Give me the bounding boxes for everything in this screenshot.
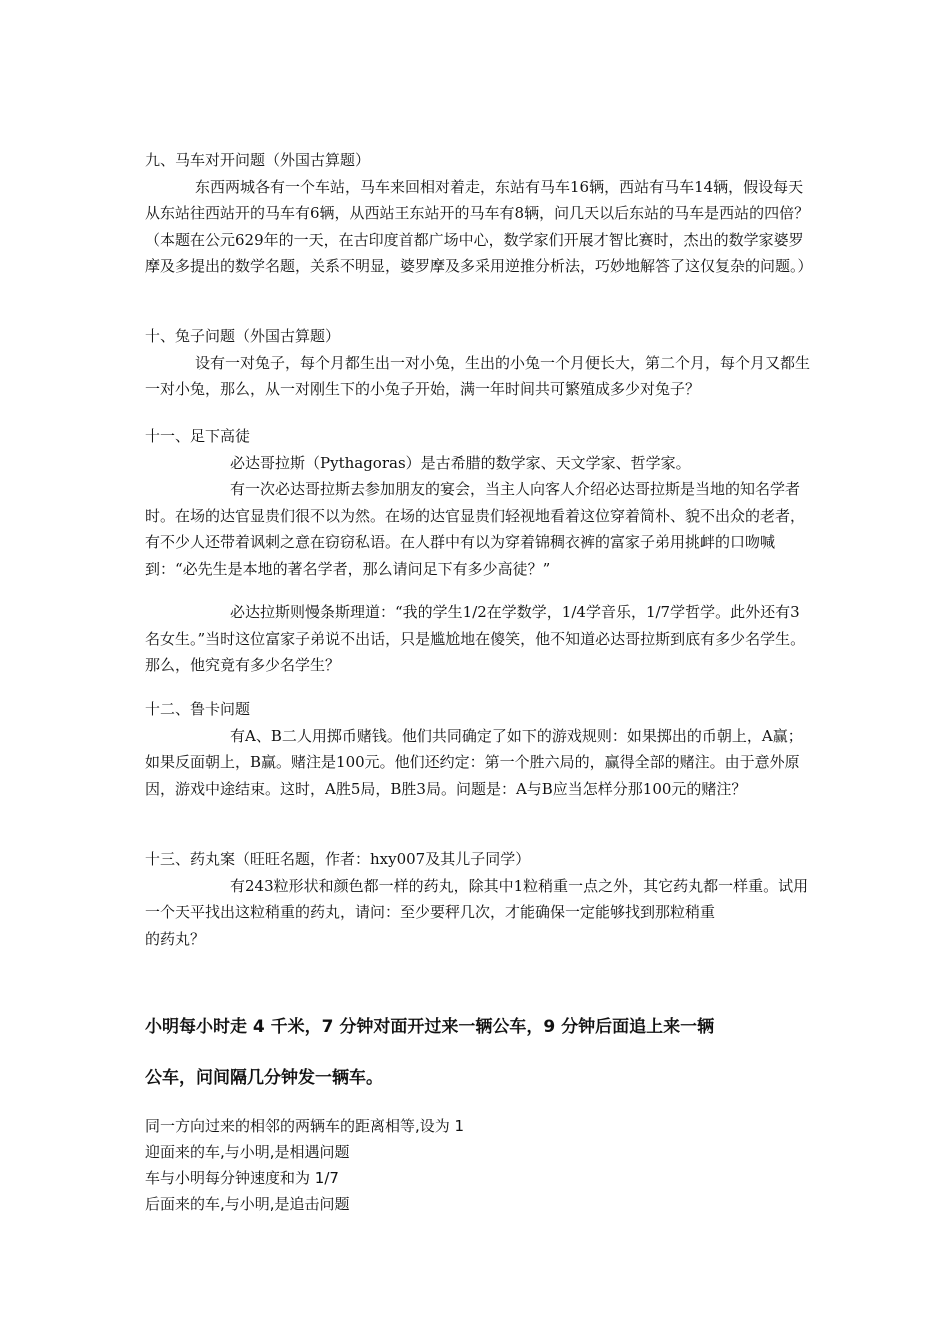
- section-paragraph: 有A、B二人用掷币赌钱。他们共同确定了如下的游戏规则：如果掷出的币朝上，A赢；如果反面朝上，B赢。赌注是100元。他们还约定：第一个胜六局的，赢得全部的赌注。由于意外原因，游戏中途结束。这时，A胜5局，B胜3局。问题是：A与B应当怎样分那100元的赌注？: [145, 726, 803, 798]
- section-pill-case: [145, 846, 810, 952]
- solution-line: 同一方向过来的相邻的两辆车的距离相等,设为 1: [145, 1117, 465, 1135]
- solution-line: 迎面来的车,与小明,是相遇问题: [145, 1143, 350, 1161]
- section-paragraph: 必达哥拉斯（Pythagoras）是古希腊的数学家、天文学家、哲学家。: [230, 453, 691, 472]
- solution-block: [145, 1113, 825, 1217]
- section-rabbits: [145, 323, 810, 403]
- bold-question-line: 公车，问间隔几分钟发一辆车。: [145, 1068, 383, 1088]
- section-paragraph: 东西两城各有一个车站，马车来回相对着走，东站有马车16辆，西站有马车14辆，假设每天从东站往西站开的马车有6辆，从西站王东站开的马车有8辆，问几天以后东站的马车是西站的四倍？（本题在公元629年的一天，在古印度首都广场中心，数学家们开展才智比赛时，杰出的数学家婆罗摩及多提出的数学名题，关系不明显，婆罗摩及多采用逆推分析法，巧妙地解答了这仅复杂的问题。）: [145, 177, 813, 275]
- solution-line: 车与小明每分钟速度和为 1/7: [145, 1169, 339, 1187]
- section-paragraph: 有243粒形状和颜色都一样的药丸，除其中1粒稍重一点之外，其它药丸都一样重。试用一个天平找出这粒稍重的药丸，请问：至少要秤几次，才能确保一定能够找到那粒稍重: [145, 876, 809, 921]
- section-title: 十三、药丸案（旺旺名题，作者：hxy007及其儿子同学）: [145, 850, 531, 868]
- section-title: 十、兔子问题（外国古算题）: [145, 327, 341, 345]
- section-title: 十二、鲁卡问题: [145, 700, 251, 718]
- section-paragraph: 有一次必达哥拉斯去参加朋友的宴会，当主人向客人介绍必达哥拉斯是当地的知名学者时。在场的达官显贵们很不以为然。在场的达官显贵们轻视地看着这位穿着简朴、貌不出众的老者，有不少人还带着讽刺之意在窃窃私语。在人群中有以为穿着锦稠衣裤的富家子弟用挑衅的口吻喊到：“必先生是本地的著名学者，那么请问足下有多少高徒？”: [145, 480, 806, 578]
- section-pythagoras-students: [145, 423, 810, 679]
- section-paragraph: 的药丸？: [145, 929, 206, 948]
- section-title: 九、马车对开问题（外国古算题）: [145, 151, 371, 169]
- section-paragraph: 设有一对兔子，每个月都生出一对小兔，生出的小兔一个月便长大，第二个月，每个月又都生一对小兔，那么，从一对刚生下的小兔子开始，满一年时间共可繁殖成多少对兔子？: [145, 353, 811, 398]
- section-horse-carts: [145, 147, 813, 280]
- section-luca-problem: [145, 696, 810, 802]
- section-paragraph: 必达拉斯则慢条斯理道：“我的学生1/2在学数学，1/4学音乐，1/7学哲学。此外还有3名女生。”当时这位富家子弟说不出话，只是尴尬地在傻笑，他不知道必达哥拉斯到底有多少名学生。那么，他究竟有多少名学生？: [145, 603, 806, 674]
- bold-question-line: 小明每小时走 4 千米，7 分钟对面开过来一辆公车，9 分钟后面追上来一辆: [145, 1017, 715, 1037]
- solution-line: 后面来的车,与小明,是追击问题: [145, 1195, 350, 1213]
- section-title: 十一、足下高徒: [145, 427, 251, 445]
